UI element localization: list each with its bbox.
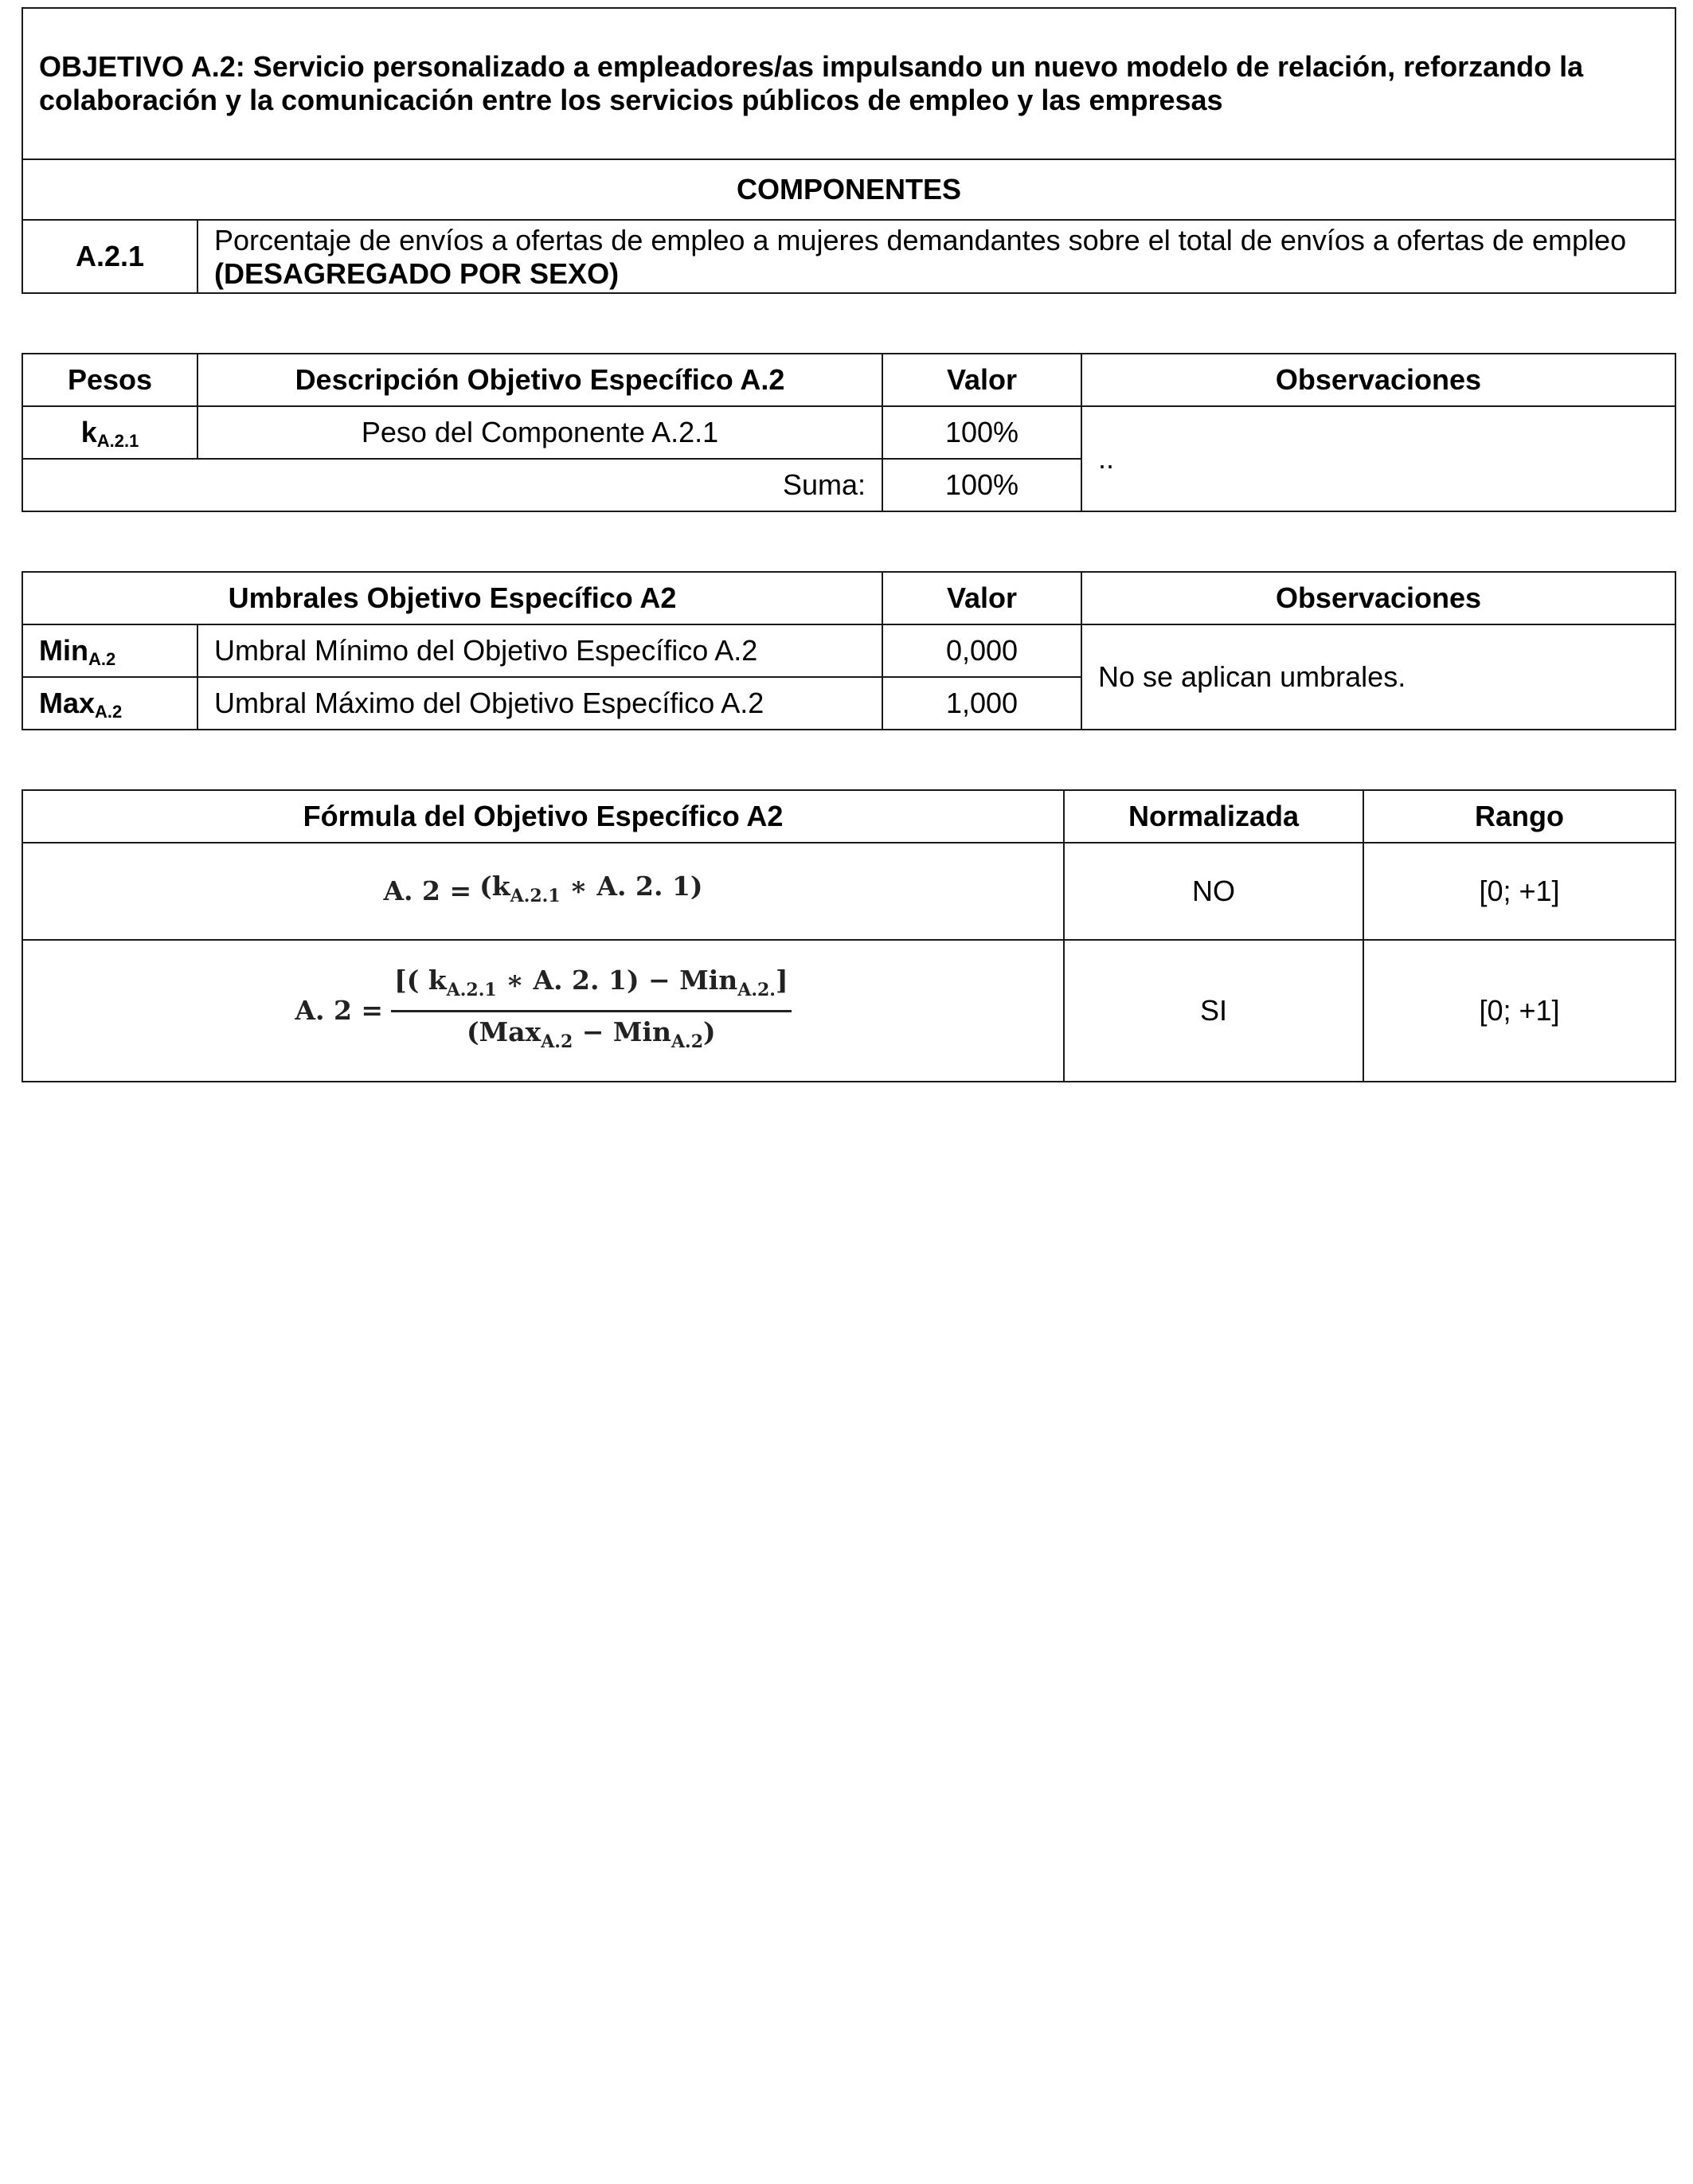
equation-2-numerator [391,964,792,1012]
equation-2-denominator [463,1012,719,1059]
weights-row [22,406,1675,459]
weights-sum-label: Suma: [22,459,882,511]
threshold-row-min [22,624,1675,677]
weights-table [22,353,1676,512]
equation-2 [295,964,791,1059]
document-page [22,7,1676,1082]
threshold-min-symbol-sub: A.2 [88,649,116,669]
equation-2-lhs: A. 2 = [295,995,384,1026]
threshold-min-value: 0,000 [882,624,1081,677]
threshold-min-symbol [22,624,197,677]
thresholds-header-value: Valor [882,572,1081,624]
threshold-max-symbol-sub: A.2 [95,702,123,722]
formula-table [22,789,1676,1082]
eq2-den-sub1: A.2 [541,1031,573,1052]
equation-1-rhs [479,870,702,913]
weights-header-description: Descripción Objetivo Específico A.2 [197,354,882,406]
equation-1 [383,870,702,913]
formula-row-2 [22,940,1675,1082]
weights-header-observations: Observaciones [1081,354,1675,406]
eq2-num-sub1: A.2.1 [446,979,497,1000]
threshold-max-symbol-base: Max [39,687,96,719]
formula-header-normalized: Normalizada [1064,790,1363,843]
weights-header-value: Valor [882,354,1081,406]
weights-header-pesos: Pesos [22,354,197,406]
objective-table [22,7,1676,294]
equation-1-open: (k [479,871,510,902]
formula-header-row [22,790,1675,843]
component-code: A.2.1 [22,220,197,293]
component-description [197,220,1675,293]
eq2-num-c: ] [775,964,788,996]
formula-range-2: [0; +1] [1363,940,1675,1082]
objective-title: OBJETIVO A.2: Servicio personalizado a empleadores/as impulsando un nuevo modelo de relación, reforzando la colaboración y la comunicación entre los servicios públicos de empleo y las empresas [22,8,1675,159]
components-header: COMPONENTES [22,159,1675,220]
thresholds-observations: No se aplican umbrales. [1081,624,1675,730]
thresholds-header-row [22,572,1675,624]
component-description-bold: (DESAGREGADO POR SEXO) [214,257,620,290]
equation-2-fraction [391,964,792,1059]
equation-1-sub: A.2.1 [510,886,561,906]
eq2-num-a: [( k [394,964,447,996]
thresholds-header-observations: Observaciones [1081,572,1675,624]
weight-symbol [22,406,197,459]
threshold-max-value: 1,000 [882,677,1081,730]
component-row [22,220,1675,293]
threshold-min-symbol-base: Min [39,634,88,667]
threshold-max-symbol [22,677,197,730]
formula-equation-1 [22,843,1064,940]
eq2-num-sub2: A.2. [737,979,776,1000]
weights-header-row [22,354,1675,406]
threshold-max-description: Umbral Máximo del Objetivo Específico A.2 [197,677,882,730]
formula-normalized-2: SI [1064,940,1363,1082]
eq2-num-b: ∗ A. 2. 1) − Min [506,964,738,996]
weight-value: 100% [882,406,1081,459]
formula-equation-2 [22,940,1064,1082]
formula-header-title: Fórmula del Objetivo Específico A2 [22,790,1064,843]
weight-symbol-base: k [80,416,97,448]
formula-normalized-1: NO [1064,843,1363,940]
equation-1-rest: ∗ A. 2. 1) [569,871,703,902]
eq2-den-b: − Min [581,1016,671,1047]
weight-description: Peso del Componente A.2.1 [197,406,882,459]
weights-observations: .. [1081,406,1675,511]
threshold-min-description: Umbral Mínimo del Objetivo Específico A.2 [197,624,882,677]
formula-row-1 [22,843,1675,940]
formula-header-range: Rango [1363,790,1675,843]
eq2-den-c: ) [703,1016,716,1047]
equation-1-lhs: A. 2 = [383,875,472,906]
eq2-den-a: (Max [467,1016,542,1047]
thresholds-table [22,571,1676,730]
component-description-text: Porcentaje de envíos a ofertas de empleo a mujeres demandantes sobre el total de envíos a ofertas de empleo [214,224,1627,256]
weights-sum-value: 100% [882,459,1081,511]
formula-range-1: [0; +1] [1363,843,1675,940]
weight-symbol-sub: A.2.1 [96,431,139,451]
thresholds-header-title: Umbrales Objetivo Específico A2 [22,572,882,624]
eq2-den-sub2: A.2 [671,1031,704,1052]
